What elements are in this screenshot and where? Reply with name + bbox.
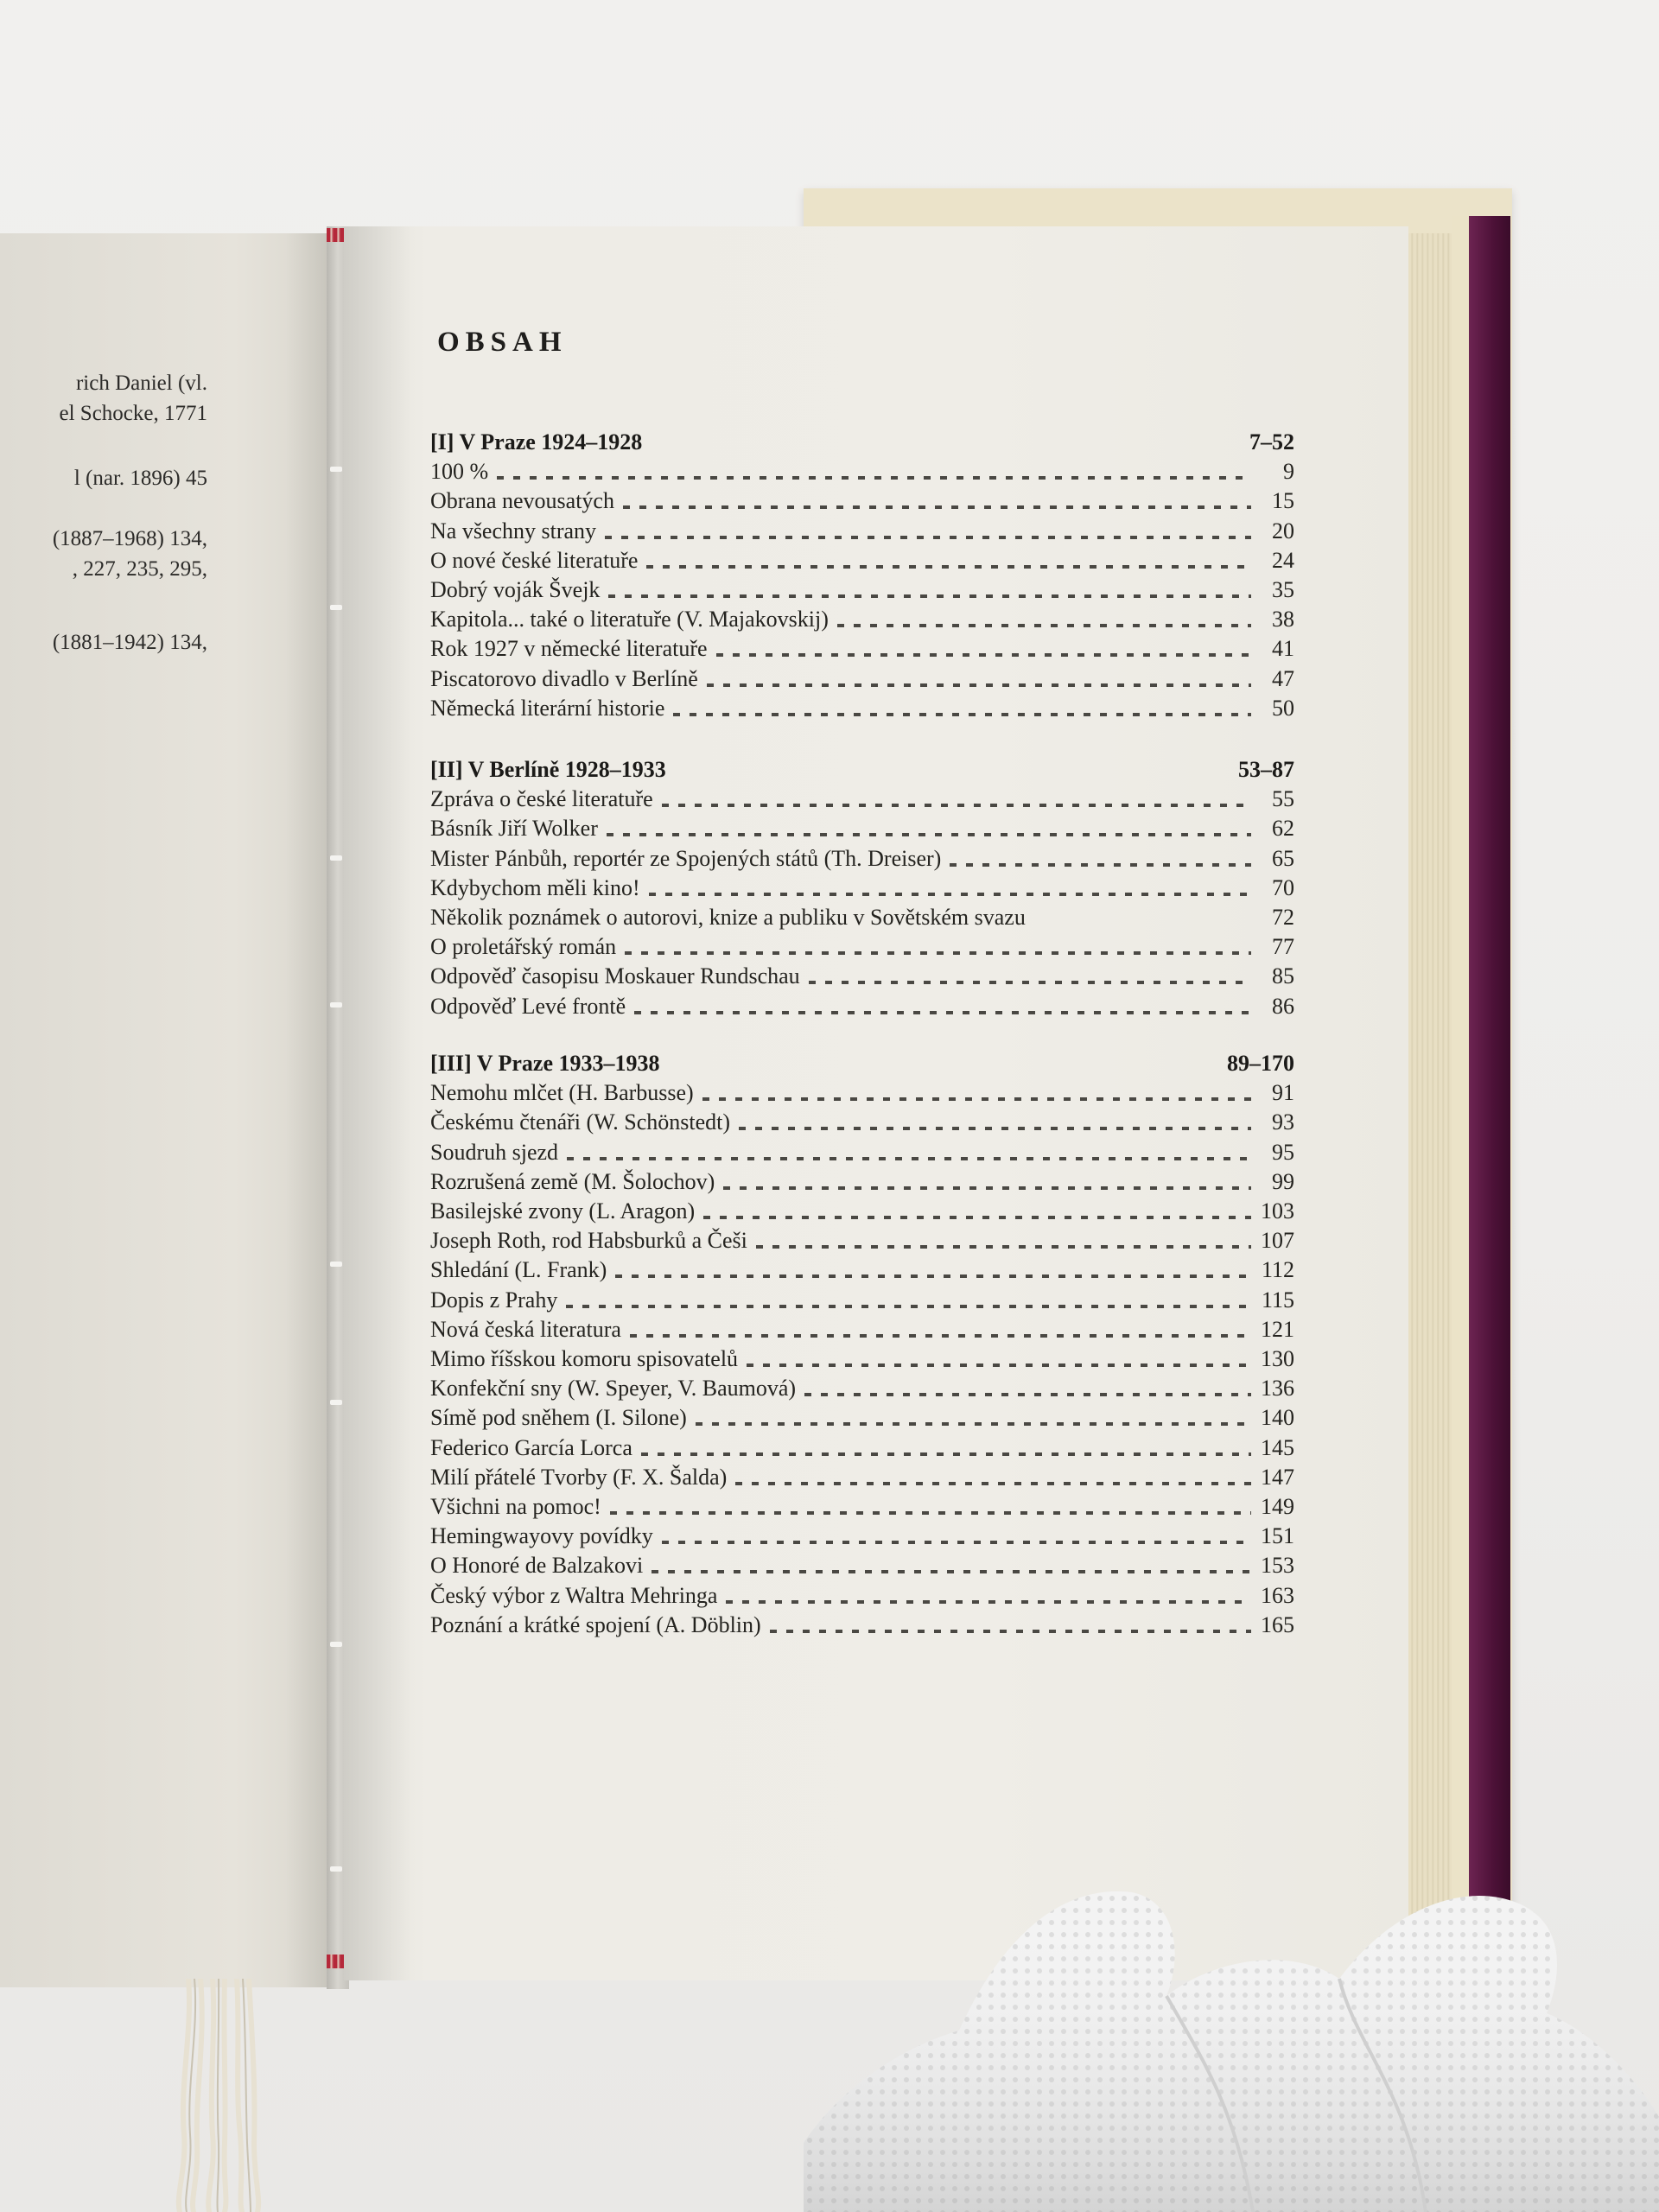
spacer — [651, 447, 1241, 450]
toc-entry-page: 93 — [1272, 1109, 1294, 1135]
toc-entry-page: 20 — [1272, 518, 1294, 543]
section-title: [III] V Praze 1933–1938 — [430, 1051, 660, 1076]
leader-dots — [696, 1422, 1251, 1426]
toc-entry — [430, 515, 1294, 544]
leader-dots — [634, 1011, 1251, 1014]
toc-entry-title: Mimo říšskou komoru spisovatelů — [430, 1346, 739, 1371]
toc-entry — [430, 1491, 1294, 1520]
toc-entry-title: Soudruh sjezd — [430, 1139, 559, 1165]
toc-entry — [430, 960, 1294, 989]
leader-dots — [652, 1570, 1251, 1573]
toc-entry-page: 85 — [1272, 963, 1294, 989]
leader-dots — [625, 951, 1251, 955]
leader-dots — [950, 863, 1251, 867]
leader-dots — [702, 1097, 1251, 1101]
stitch — [330, 855, 342, 861]
toc-entry — [430, 1372, 1294, 1402]
toc-entry-title: Zpráva o české literatuře — [430, 786, 653, 812]
leader-dots — [716, 653, 1251, 657]
leader-dots — [630, 1334, 1251, 1338]
leader-dots — [673, 713, 1251, 716]
toc-entry-title: O Honoré de Balzakovi — [430, 1553, 644, 1579]
leader-dots — [723, 1186, 1251, 1190]
toc-entry-page: 55 — [1272, 786, 1294, 812]
section-page-range: 7–52 — [1249, 429, 1294, 454]
toc-entry — [430, 1136, 1294, 1166]
toc-entry-page: 15 — [1272, 488, 1294, 514]
leader-dots — [605, 536, 1251, 539]
toc-entry — [430, 1166, 1294, 1195]
toc-entry-title: Kapitola... také o literatuře (V. Majakovskij) — [430, 607, 829, 632]
toc-entry — [430, 1195, 1294, 1224]
toc-entry-page: 99 — [1272, 1168, 1294, 1194]
toc-entry — [430, 692, 1294, 721]
toc-entry — [430, 1077, 1294, 1106]
leader-dots — [646, 565, 1251, 569]
stitch — [330, 1262, 342, 1267]
toc-entry — [430, 1520, 1294, 1549]
leader-dots — [1034, 922, 1251, 925]
toc-entry-title: Český výbor z Waltra Mehringa — [430, 1582, 718, 1608]
leader-dots — [566, 1305, 1251, 1308]
toc-entry — [430, 1343, 1294, 1372]
leader-dots — [770, 1630, 1251, 1633]
toc-entry-page: 72 — [1272, 905, 1294, 930]
toc-entry — [430, 1106, 1294, 1135]
toc-entry-page: 103 — [1261, 1198, 1294, 1224]
toc-entry-page: 41 — [1272, 636, 1294, 662]
toc-entry-page: 9 — [1283, 459, 1294, 485]
toc-entry-title: O proletářský román — [430, 934, 617, 960]
cover-inner-edge — [1452, 216, 1471, 1970]
left-page-line: el Schocke, 1771 — [59, 402, 207, 425]
leader-dots — [707, 683, 1251, 687]
toc-entry-title: Nová česká literatura — [430, 1316, 621, 1342]
leader-dots — [735, 1482, 1251, 1485]
leader-dots — [726, 1600, 1251, 1604]
toc-entry — [430, 1402, 1294, 1431]
toc-entry — [430, 1432, 1294, 1461]
left-page-line: (1887–1968) 134, — [52, 527, 207, 550]
toc-entry — [430, 663, 1294, 692]
spacer — [675, 774, 1230, 778]
toc-section-heading — [430, 1047, 1294, 1077]
toc-entry-title: Všichni na pomoc! — [430, 1494, 601, 1519]
toc-entry-title: Piscatorovo divadlo v Berlíně — [430, 665, 698, 691]
toc-entry-title: Dopis z Prahy — [430, 1287, 558, 1313]
toc-entry-page: 35 — [1272, 577, 1294, 602]
left-page-line: , 227, 235, 295, — [72, 557, 207, 581]
leader-dots — [608, 594, 1251, 598]
toc-entry-title: Basilejské zvony (L. Aragon) — [430, 1198, 696, 1224]
gloved-hand — [804, 1832, 1659, 2212]
toc-entry-page: 38 — [1272, 607, 1294, 632]
toc-entry-page: 112 — [1261, 1257, 1294, 1283]
leader-dots — [837, 624, 1251, 627]
leader-dots — [497, 476, 1251, 480]
toc-entry-page: 50 — [1272, 695, 1294, 721]
section-title: [II] V Berlíně 1928–1933 — [430, 757, 666, 782]
section-page-range: 89–170 — [1227, 1051, 1294, 1076]
toc-entry-page: 130 — [1261, 1346, 1294, 1371]
toc-entry-page: 107 — [1261, 1228, 1294, 1254]
toc-entry-title: Českému čtenáři (W. Schönstedt) — [430, 1109, 731, 1135]
toc-entry-page: 165 — [1261, 1611, 1294, 1637]
toc-entry-title: Hemingwayovy povídky — [430, 1523, 653, 1549]
toc-entry-page: 140 — [1261, 1405, 1294, 1431]
toc-entry-title: Dobrý voják Švejk — [430, 577, 601, 602]
toc-entry — [430, 632, 1294, 662]
toc-entry — [430, 1224, 1294, 1254]
toc-entry-title: Odpověď časopisu Moskauer Rundschau — [430, 963, 800, 989]
toc-entry-page: 95 — [1272, 1139, 1294, 1165]
toc-entry-page: 147 — [1261, 1464, 1294, 1490]
toc-entry — [430, 842, 1294, 872]
toc-entry — [430, 872, 1294, 901]
left-page-line: (1881–1942) 134, — [52, 631, 207, 654]
toc-entry-page: 151 — [1261, 1523, 1294, 1549]
toc-entry-page: 163 — [1261, 1582, 1294, 1608]
toc-entry-page: 153 — [1261, 1553, 1294, 1579]
toc-entry-title: Milí přátelé Tvorby (F. X. Šalda) — [430, 1464, 728, 1490]
leader-dots — [623, 505, 1251, 509]
toc-entry — [430, 1461, 1294, 1491]
toc-entry — [430, 1313, 1294, 1343]
toc-entry — [430, 1580, 1294, 1609]
toc-entry-title: 100 % — [430, 459, 489, 485]
toc-entry-page: 145 — [1261, 1434, 1294, 1460]
toc-entry-title: Símě pod sněhem (I. Silone) — [430, 1405, 687, 1431]
toc-title: OBSAH — [437, 327, 568, 358]
leader-dots — [662, 804, 1251, 807]
toc-entry — [430, 1609, 1294, 1638]
toc-entry-page: 91 — [1272, 1080, 1294, 1106]
toc-entry — [430, 603, 1294, 632]
toc-entry — [430, 783, 1294, 812]
purple-cover-edge — [1469, 216, 1510, 1970]
toc-entry — [430, 574, 1294, 603]
leader-dots — [809, 981, 1251, 984]
toc-entry-page: 62 — [1272, 816, 1294, 842]
stitch — [330, 1866, 342, 1872]
leader-dots — [615, 1274, 1251, 1278]
toc-entry-title: Německá literární historie — [430, 695, 665, 721]
toc-entry-title: Kdybychom měli kino! — [430, 874, 640, 900]
toc-entry-page: 86 — [1272, 993, 1294, 1019]
toc-entry-page: 47 — [1272, 665, 1294, 691]
toc-entry-page: 136 — [1261, 1376, 1294, 1402]
leader-dots — [662, 1541, 1251, 1544]
toc-entry-title: Na všechny strany — [430, 518, 597, 543]
toc-entry-title: Rok 1927 v německé literatuře — [430, 636, 708, 662]
toc-entry — [430, 485, 1294, 514]
toc-entry-page: 77 — [1272, 934, 1294, 960]
toc-entry-page: 115 — [1261, 1287, 1294, 1313]
leader-dots — [567, 1157, 1251, 1160]
toc-entry — [430, 455, 1294, 485]
leader-dots — [739, 1127, 1251, 1130]
toc-entry — [430, 990, 1294, 1020]
stitch — [330, 1642, 342, 1647]
bookmark-ribbon — [171, 1979, 301, 2212]
toc-entry-title: Básník Jiří Wolker — [430, 816, 598, 842]
toc-entry-title: Poznání a krátké spojení (A. Döblin) — [430, 1611, 761, 1637]
leader-dots — [641, 1452, 1251, 1456]
toc-entry — [430, 812, 1294, 842]
toc-entry-title: Několik poznámek o autorovi, knize a publiku v Sovětském svazu — [430, 905, 1026, 930]
stitch — [330, 605, 342, 610]
toc-entry-page: 24 — [1272, 547, 1294, 573]
leader-dots — [610, 1511, 1251, 1515]
leader-dots — [756, 1245, 1251, 1249]
section-title: [I] V Praze 1924–1928 — [430, 429, 643, 454]
toc-entry-title: Nemohu mlčet (H. Barbusse) — [430, 1080, 694, 1106]
toc-entry-title: Mister Pánbůh, reportér ze Spojených států (Th. Dreiser) — [430, 845, 942, 871]
leader-dots — [747, 1363, 1251, 1367]
toc-entry-title: Rozrušená země (M. Šolochov) — [430, 1168, 715, 1194]
toc-entry-title: Joseph Roth, rod Habsburků a Češi — [430, 1228, 747, 1254]
toc-entry-page: 149 — [1261, 1494, 1294, 1519]
leader-dots — [804, 1393, 1251, 1396]
toc-entry — [430, 1284, 1294, 1313]
toc-entry-title: Konfekční sny (W. Speyer, V. Baumová) — [430, 1376, 797, 1402]
toc-entry-title: Federico García Lorca — [430, 1434, 632, 1460]
toc-entry-page: 65 — [1272, 845, 1294, 871]
right-page-shadow — [344, 226, 413, 1980]
spacer — [669, 1068, 1218, 1071]
stitch — [330, 1002, 342, 1007]
toc-section-heading — [430, 426, 1294, 455]
stitch — [330, 1400, 342, 1405]
left-page-line: l (nar. 1896) 45 — [73, 467, 207, 490]
toc-entry-title: Obrana nevousatých — [430, 488, 614, 514]
toc-entry-page: 70 — [1272, 874, 1294, 900]
toc-entry — [430, 1254, 1294, 1283]
leader-dots — [607, 833, 1251, 836]
toc-section-heading — [430, 753, 1294, 783]
toc-entry — [430, 544, 1294, 574]
toc-entry — [430, 931, 1294, 960]
leader-dots — [703, 1216, 1251, 1219]
toc-entry-page: 121 — [1261, 1316, 1294, 1342]
toc-entry — [430, 901, 1294, 931]
leader-dots — [649, 893, 1251, 896]
left-page-line: rich Daniel (vl. — [75, 372, 207, 395]
toc-entry-title: O nové české literatuře — [430, 547, 639, 573]
section-page-range: 53–87 — [1238, 757, 1294, 782]
toc-entry-title: Shledání (L. Frank) — [430, 1257, 607, 1283]
toc-entry-title: Odpověď Levé frontě — [430, 993, 626, 1019]
stitch — [330, 467, 342, 472]
toc-entry — [430, 1549, 1294, 1579]
